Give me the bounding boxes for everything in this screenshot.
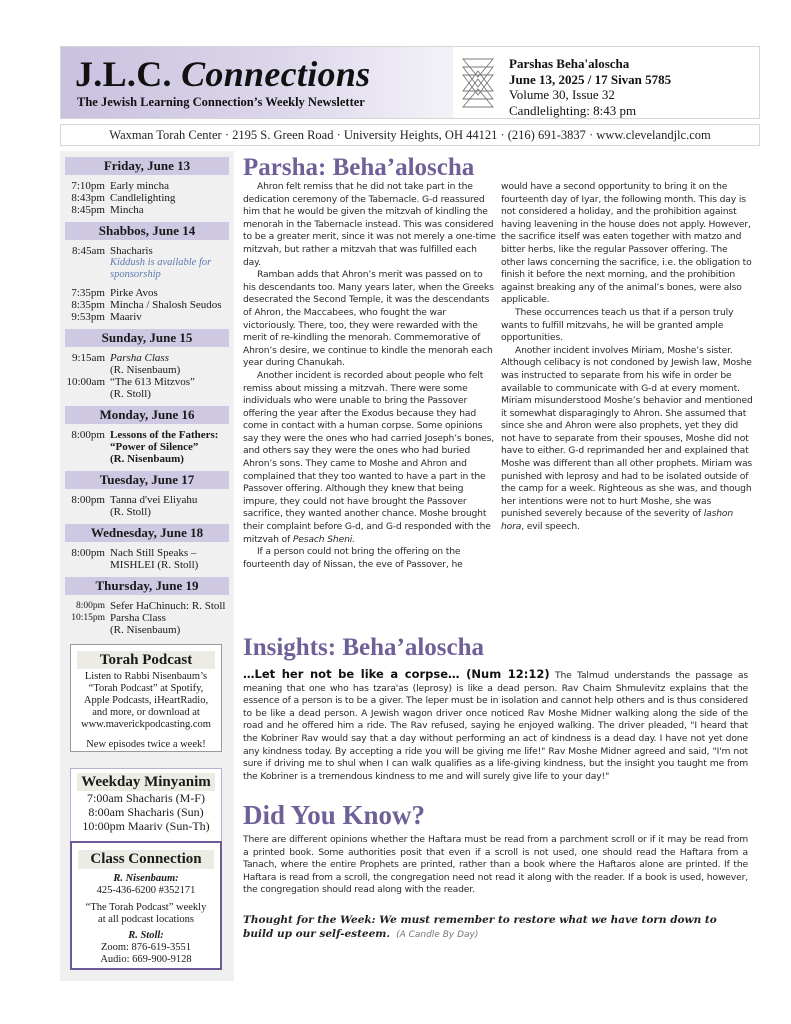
thought-for-the-week [243,913,748,942]
insights-body [243,668,748,783]
parsha-paragraph: These occurrences teach us that if a person truly wants to fulfill mitzvahs, he will be granted ample opportunities. [501,306,734,344]
schedule-time: 8:45am [72,245,105,257]
stoll-label: R. Stoll: [128,930,164,941]
podcast-line: Apple Podcasts, iHeartRadio, [83,695,209,706]
podcast-line: and more, or download at [92,707,200,718]
schedule-time: 8:00pm [71,429,105,441]
schedule-time: 8:00pm [71,547,105,559]
minyan-line: 7:00am Shacharis (M-F) [87,791,205,805]
minyan-line: 10:00pm Maariv (Sun-Th) [82,819,210,833]
schedule-event: “The 613 Mitzvos” [110,376,195,388]
kiddush-sponsorship-note [60,257,234,281]
schedule-event: Candlelighting [110,192,176,204]
paragraph-text: Another incident is recorded about people who felt remiss about missing a mitzvah. There were some individuals who were unable to bring the Passover offering the year after the Exodus because they had come in contact with a human corpse. Some opinions say they were the ones who had carried Joseph’s bones, and others say they were the ones who had buried Ahron’s sons. They came to Moshe and Ahron and complained that they too wanted to have a part in the Passover offering. Although they knew that being impure, they could not have brought the Passover sacrifice, they wanted another chance. Moshe brought their complaint before G-d, and G-d responded with the mitzvah of [243,369,495,545]
parsha-paragraph: Ramban adds that Ahron’s merit was passed on to his descendants too. Many years later, when the Greeks desecrated the Second Temple, it was the descendants of Ahron, the Maccabees, who fought the war victoriously. There, too, they were rewarded with the merit of re-kindling the menorah. Commemorative of Ahron’s desire, we continue to kindle the menorah each year during Chanukah. [243,269,494,369]
schedule-row [60,287,234,299]
day-heading-sunday: Sunday, June 15 [65,329,229,347]
schedule-event: Early mincha [110,180,169,192]
parsha-name: Parshas Beha'aloscha [509,56,630,71]
schedule-wednesday [60,547,234,571]
day-heading-wednesday: Wednesday, June 18 [65,524,229,542]
schedule-row [60,612,234,624]
schedule-event: Sefer HaChinuch: R. Stoll [110,600,226,612]
schedule-time: 9:53pm [71,311,105,323]
issue-info [509,56,671,118]
torah-podcast-box [70,644,222,752]
schedule-time: 10:00am [66,376,105,388]
parsha-paragraph: would have a second opportunity to bring it on the fourteenth day of Iyar, the following month. This day is not considered a holiday, and the prohibition against having leavening in the house does not apply. However, the sacrifice itself was eaten together with matzo and bitter herbs, like the regular Passover offering. The other laws concerning the sacrifice, i.e. the obligation to finish it before the next morning, and the prohibition against breaking any of the animal’s bones, were also applicable. [501,181,752,306]
nisenbaum-label: R. Nisenbaum: [113,873,179,884]
schedule-subtitle: MISHLEI (R. Stoll) [110,559,199,571]
newsletter-title [75,53,370,95]
kiddush-line: sponsorship [110,269,161,280]
schedule-monday [60,429,234,465]
schedule-time: 8:00pm [75,601,105,611]
thought-text: Thought for the Week: We must remember to restore what we have torn down to build up our self-esteem. [243,914,717,940]
parsha-column-2 [501,181,754,534]
schedule-event: Mincha [110,204,144,216]
schedule-tuesday [60,494,234,518]
day-heading-tuesday: Tuesday, June 17 [65,471,229,489]
schedule-presenter: (R. Stoll) [110,388,151,400]
schedule-event: Tanna d'vei Eliyahu [110,494,198,506]
schedule-event: Parsha Class [110,352,169,364]
day-heading-shabbos: Shabbos, June 14 [65,222,229,240]
stoll-audio: Audio: 669-900-9128 [100,954,192,965]
did-you-know-title: Did You Know? [243,800,426,830]
schedule-row [60,245,234,257]
day-heading-monday: Monday, June 16 [65,406,229,424]
parsha-title: Parsha: Beha’aloscha [243,154,475,181]
address-bar: Waxman Torah Center · 2195 S. Green Road · University Heights, OH 44121 · (216) 691-3837 · www.clevelandjlc.com [60,124,760,146]
masthead [60,46,760,119]
pesach-sheni-term: Pesach Sheni. [292,533,355,545]
parsha-paragraph: If a person could not bring the offering on the fourteenth day of Nissan, the eve of Passover, he [243,546,463,570]
schedule-row [60,494,234,506]
schedule-time: 8:35pm [71,299,105,311]
schedule-time: 8:43pm [71,192,105,204]
day-heading-thursday: Thursday, June 19 [65,577,229,595]
insights-text: The Talmud understands the passage as meaning that one who has tzara'as (leprosy) is like a dead person. Rav Chaim Shmulevitz explains that the essence of a person is to be a giver. The leper must be in isolation and cannot help others and is thus considered to be like a dead person. A Jewish wagon driver once noticed Rav Moshe Midner walking along the side of the road and he offered him a ride. The Rav refused, saying he enjoyed walking. The driver pleaded, "I heard that the Kobriner Rav would say that a day without performing an act of kindness is a dead day. I have not yet done any kindness today. By accepting a ride you will be giving me life!" Rav Moshe Midner agreed and said, "I'm not sure if driving me to shul when I can walk qualifies as a life-giving kindness, but the insight you taught me from the Kobriner is a tremendous kindness to me and will surely give life to your day!" [243,670,749,782]
masthead-banner [61,47,453,118]
stoll-zoom: Zoom: 876-619-3551 [100,942,192,953]
schedule-row [60,192,234,204]
paragraph-text: Another incident involves Miriam, Moshe’s sister. Although celibacy is not condoned by Jewish law, Moshe was instructed to separate from his wife in order be available to communicate with G-d at every moment. Miriam misunderstood Moshe’s behavior and mentioned it somewhat disparagingly to Ahron. She assumed that since she and Ahron were also prophets, yet they did not have to separate from their spouses, Moshe did not have to either. G-d reprimanded her and explained that Moshe was different than all other prophets. Miriam was punished with leprosy and had to be isolated outside of the camp for a week. Righteous as she was, and though her intentions were not to hurt Moshe, she was punished severely because of the severity of [501,344,753,520]
newsletter-subtitle: The Jewish Learning Connection’s Weekly Newsletter [77,95,365,109]
thought-source: (A Candle By Day) [396,930,479,940]
issue-date: June 13, 2025 / 17 Sivan 5785 [509,71,672,87]
paragraph-text: , evil speech. [521,521,580,533]
schedule-row [60,299,234,311]
podcast-line: Listen to Rabbi Nisenbaum’s [84,671,208,682]
schedule-event: Pirke Avos [110,287,158,299]
schedule-row [60,311,234,323]
parsha-paragraph [243,370,496,546]
lashon-hora-term: lashon hora [501,508,734,533]
stacked-triangles-icon [462,57,494,109]
schedule-sunday [60,352,234,400]
parsha-paragraph: Ahron felt remiss that he did not take part in the dedication ceremony of the Tabernacle. G-d reassured him that he would be given the mitzvah of kindling the menorah in the Tabernacle instead. This was considered to be a greater merit, since it was not merely a one-time mitzvah, but rather a mitzvah that was fulfilled each day. [243,181,496,268]
schedule-time: 10:15pm [71,613,105,623]
schedule-event: Parsha Class [110,612,166,624]
minyan-line: 8:00am Shacharis (Sun) [88,805,204,819]
podcast-line: “Torah Podcast” at Spotify, [88,683,204,694]
title-plain: J.L.C. [75,54,172,94]
schedule-row [60,180,234,192]
schedule-time: 8:45pm [71,204,105,216]
schedule-row [60,429,234,441]
schedule-time: 7:10pm [71,180,105,192]
schedule-event: Lessons of the Fathers: [110,429,219,441]
schedule-shabbos [60,245,234,323]
schedule-thursday [60,600,234,636]
did-you-know-body: There are different opinions whether the Haftara must be read from a parchment scroll or if it may be read from a printed book. Some authorities posit that even if a scroll is not used, one should read the Haftara from a Tanach, where the entire Prophets are printed, rather than a book where the Haftaros alone are printed. If the Haftara is read from a scroll, the congregation need not read it along with the reader. If a book is used, however, the congregation should read along with the reader. [243,834,748,896]
schedule-row [60,547,234,559]
schedule-row [60,376,234,388]
schedule-time: 9:15am [72,352,105,364]
issue-volume: Volume 30, Issue 32 [509,87,615,102]
podcast-link[interactable]: www.maverickpodcasting.com [81,719,211,730]
schedule-presenter: (R. Nisenbaum) [110,364,181,376]
class-connection-box [70,841,222,970]
podcast-line: “The Torah Podcast” weekly [85,902,207,913]
parsha-paragraph [501,345,754,534]
nisenbaum-phone: 425-436-6200 #352171 [96,885,196,896]
podcast-note: New episodes twice a week! [86,739,206,750]
day-heading-friday: Friday, June 13 [65,157,229,175]
podcast-heading: Torah Podcast [77,651,215,669]
insights-title: Insights: Beha’aloscha [243,634,485,661]
schedule-event: Maariv [110,311,142,323]
schedule-time: 7:35pm [71,287,105,299]
title-italic: Connections [181,54,371,94]
schedule-event: Nach Still Speaks – [110,547,197,559]
kiddush-line: Kiddush is available for [110,257,212,268]
schedule-row [60,204,234,216]
schedule-row [60,352,234,364]
schedule-row [60,600,234,612]
weekday-minyanim-box [70,768,222,841]
schedule-time: 8:00pm [71,494,105,506]
minyanim-heading: Weekday Minyanim [77,773,215,791]
schedule-presenter: (R. Nisenbaum) [110,453,184,465]
podcast-description [71,671,221,731]
insights-lead-quote: …Let her not be like a corpse… (Num 12:12) [243,667,550,681]
schedule-subtitle: “Power of Silence” [110,441,199,453]
parsha-column-1 [243,181,496,571]
class-connection-heading: Class Connection [78,850,214,869]
schedule-friday [60,180,234,216]
schedule-presenter: (R. Stoll) [110,506,151,518]
schedule-event: Shacharis [110,245,153,257]
schedule-presenter: (R. Nisenbaum) [110,624,181,636]
issue-candlelighting: Candlelighting: 8:43 pm [509,102,637,118]
podcast-line: at all podcast locations [98,914,194,925]
schedule-event: Mincha / Shalosh Seudos [110,299,222,311]
schedule-sidebar [60,151,234,981]
